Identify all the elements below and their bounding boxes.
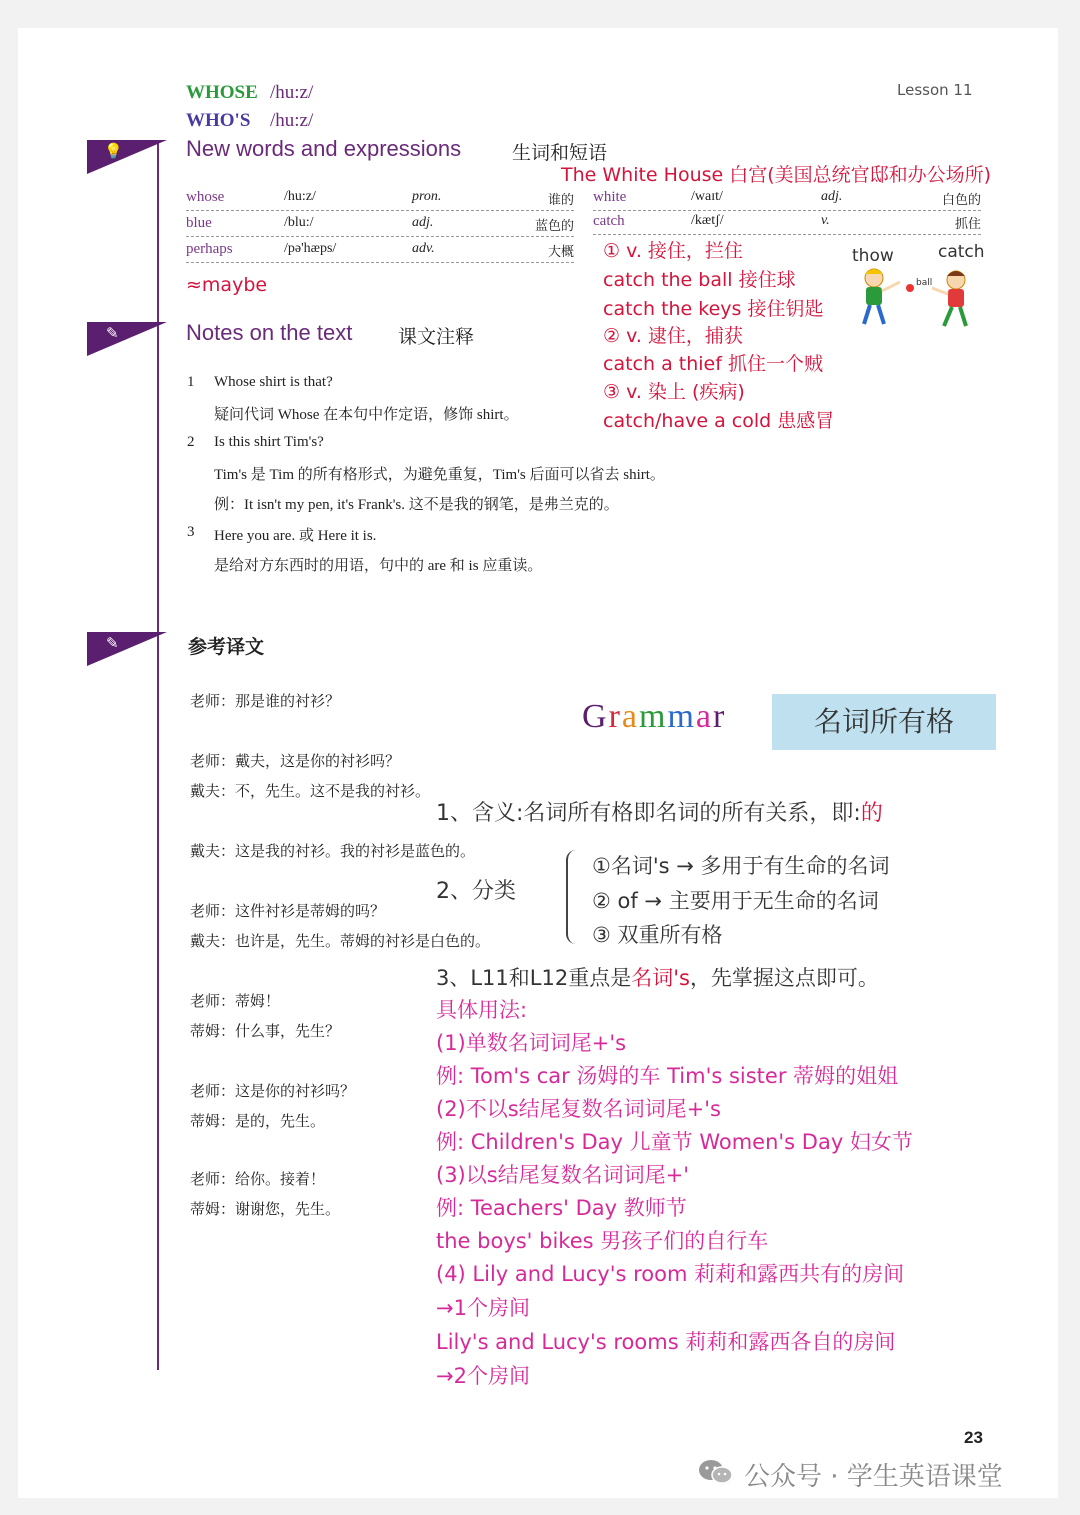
dialogue-line: 老师：戴夫，这是你的衬衫吗？ xyxy=(190,752,401,770)
vocab-pos: adj. xyxy=(412,215,434,230)
grammar-title-letter: a xyxy=(621,698,639,735)
grammar-usage: 例: Children's Day 儿童节 Women's Day 妇女节 xyxy=(436,1130,913,1154)
ball-label: ball xyxy=(916,278,933,288)
vocab-zh: 白色的 xyxy=(941,193,981,208)
grammar-meaning xyxy=(436,796,883,827)
grammar-title-letter: m xyxy=(667,698,696,735)
vocab-ipa: /blu:/ xyxy=(284,215,314,230)
vocab-ipa: /pə'hæps/ xyxy=(284,241,337,256)
vocab-pos: adv. xyxy=(412,241,435,256)
vocab-ipa: /waɪt/ xyxy=(691,189,723,204)
vocab-word: white xyxy=(593,189,627,205)
dialogue-line: 戴夫：这是我的衬衫。我的衬衫是蓝色的。 xyxy=(190,842,476,860)
vocab-pos: adj. xyxy=(821,189,843,204)
vocab-word: blue xyxy=(186,215,212,231)
grammar-usage: →2个房间 xyxy=(436,1364,530,1388)
catch-note: ② v. 逮住，捕获 xyxy=(603,325,743,347)
grammar-focus-text: ，先掌握这点即可。 xyxy=(689,966,879,990)
catch-label: catch xyxy=(938,242,985,262)
section-marker xyxy=(87,632,167,666)
grammar-category: ①名词's → 多用于有生命的名词 xyxy=(592,854,890,878)
vocab-row xyxy=(186,212,574,237)
vocab-pos: pron. xyxy=(412,189,442,204)
catch-note: ① v. 接住，拦住 xyxy=(603,240,743,262)
watermark-text: 公众号 · 学生英语课堂 xyxy=(744,1462,1003,1492)
grammar-meaning-highlight: 的 xyxy=(860,801,883,826)
note-explanation: 疑问代词 Whose 在本句中作定语，修饰 shirt。 xyxy=(214,407,519,423)
note-sentence: Whose shirt is that? xyxy=(214,374,333,390)
section-marker xyxy=(87,140,167,174)
vocab-row xyxy=(593,186,981,211)
section-title-zh: 课文注释 xyxy=(398,326,475,348)
dialogue-line: 戴夫：不，先生。这不是我的衬衫。 xyxy=(190,782,431,800)
grammar-usage: (4) Lily and Lucy's room 莉莉和露西共有的房间 xyxy=(436,1262,905,1286)
pen-icon: ✎ xyxy=(106,324,119,342)
section-title-en: New words and expressions xyxy=(186,136,462,161)
grammar-category: ③ 双重所有格 xyxy=(592,923,723,947)
category-brace xyxy=(566,850,582,944)
section-title-zh: 生词和短语 xyxy=(512,142,608,164)
section-title-zh: 参考译文 xyxy=(188,636,265,658)
vocab-ipa: /hu:z/ xyxy=(284,189,316,204)
note-number: 2 xyxy=(187,434,195,450)
lightbulb-icon: 💡 xyxy=(104,142,123,160)
dialogue-line: 老师：这是你的衬衫吗？ xyxy=(190,1082,356,1100)
vocab-row xyxy=(593,210,981,235)
grammar-usage: 例: Teachers' Day 教师节 xyxy=(436,1196,687,1220)
grammar-focus xyxy=(436,962,879,992)
kids-playing-catch-illustration xyxy=(846,240,986,330)
whose-ipa: /hu:z/ xyxy=(270,82,314,103)
grammar-title-letter: G xyxy=(582,698,609,735)
whos-word: WHO'S xyxy=(186,110,251,131)
vocab-word: perhaps xyxy=(186,241,233,257)
maybe-note: ≈maybe xyxy=(186,274,268,296)
grammar-category-label: 2、分类 xyxy=(436,879,516,904)
grammar-usage: 具体用法: xyxy=(436,998,528,1022)
catch-note: catch a thief 抓住一个贼 xyxy=(603,353,823,375)
catch-note: ③ v. 染上 (疾病) xyxy=(603,381,745,403)
dialogue-line: 老师：给你。接着！ xyxy=(190,1170,326,1188)
note-explanation: Tim's 是 Tim 的所有格形式，为避免重复，Tim's 后面可以省去 shirt。 xyxy=(214,467,665,483)
dialogue-line: 老师：这件衬衫是蒂姆的吗？ xyxy=(190,902,386,920)
whos-ipa: /hu:z/ xyxy=(270,110,314,131)
grammar-usage: (2)不以s结尾复数名词词尾+'s xyxy=(436,1097,721,1121)
vocab-word: catch xyxy=(593,213,625,229)
vocab-zh: 抓住 xyxy=(954,217,981,232)
grammar-title-letter: r xyxy=(608,698,622,735)
throw-label: thow xyxy=(852,246,894,266)
grammar-title-letter: m xyxy=(638,698,668,735)
note-number: 1 xyxy=(187,374,195,390)
grammar-usage: (3)以s结尾复数名词词尾+' xyxy=(436,1163,690,1187)
grammar-focus-highlight: 名词's xyxy=(631,966,690,990)
vocab-row xyxy=(186,238,574,263)
dialogue-line: 老师：那是谁的衬衫？ xyxy=(190,692,341,710)
white-house-note: The White House 白宫(美国总统官邸和办公场所) xyxy=(561,164,992,186)
grammar-title-letter: a xyxy=(695,698,713,735)
pen-icon: ✎ xyxy=(106,634,119,652)
grammar-meaning-text: 1、含义:名词所有格即名词的所有关系，即: xyxy=(436,801,861,826)
whose-word: WHOSE xyxy=(186,82,258,103)
note-explanation: 是给对方东西时的用语，句中的 are 和 is 应重读。 xyxy=(214,558,543,574)
vocab-zh: 蓝色的 xyxy=(534,219,574,234)
catch-note: catch the ball 接住球 xyxy=(603,269,796,291)
vocab-zh: 大概 xyxy=(547,245,574,260)
grammar-usage: (1)单数名词词尾+'s xyxy=(436,1031,627,1055)
grammar-topic-box: 名词所有格 xyxy=(772,694,996,750)
note-number: 3 xyxy=(187,524,195,540)
note-explanation: 例：It isn't my pen, it's Frank's. 这不是我的钢笔，是弗兰克的。 xyxy=(214,497,619,513)
grammar-title-letter: r xyxy=(712,698,727,735)
page-number: 23 xyxy=(964,1428,983,1447)
catch-note: catch the keys 接住钥匙 xyxy=(603,298,824,320)
dialogue-line: 戴夫：也许是，先生。蒂姆的衬衫是白色的。 xyxy=(190,932,491,950)
grammar-title xyxy=(582,698,726,736)
vocab-ipa: /kætʃ/ xyxy=(691,213,724,228)
catch-note: catch/have a cold 患感冒 xyxy=(603,410,835,432)
grammar-usage: the boys' bikes 男孩子们的自行车 xyxy=(436,1229,769,1253)
dialogue-line: 蒂姆：是的，先生。 xyxy=(190,1112,326,1130)
grammar-usage: Lily's and Lucy's rooms 莉莉和露西各自的房间 xyxy=(436,1330,896,1354)
section-title-en: Notes on the text xyxy=(186,320,353,345)
grammar-usage: →1个房间 xyxy=(436,1296,530,1320)
dialogue-line: 老师：蒂姆！ xyxy=(190,992,281,1010)
grammar-usage: 例: Tom's car 汤姆的车 Tim's sister 蒂姆的姐姐 xyxy=(436,1064,899,1088)
note-sentence: Is this shirt Tim's? xyxy=(214,434,324,450)
kids-drawing xyxy=(846,264,986,330)
dialogue-line: 蒂姆：什么事，先生？ xyxy=(190,1022,341,1040)
section-marker xyxy=(87,322,167,356)
grammar-focus-text: 3、L11和L12重点是 xyxy=(436,966,632,990)
lesson-label: Lesson 11 xyxy=(897,81,973,99)
wechat-icon xyxy=(698,1458,734,1486)
vocab-row xyxy=(186,186,574,211)
vocab-word: whose xyxy=(186,189,225,205)
grammar-category: ② of → 主要用于无生命的名词 xyxy=(592,889,879,913)
vocab-zh: 谁的 xyxy=(547,193,574,208)
dialogue-line: 蒂姆：谢谢您，先生。 xyxy=(190,1200,341,1218)
note-sentence: Here you are. 或 Here it is. xyxy=(214,528,377,544)
vocab-pos: v. xyxy=(821,213,830,228)
